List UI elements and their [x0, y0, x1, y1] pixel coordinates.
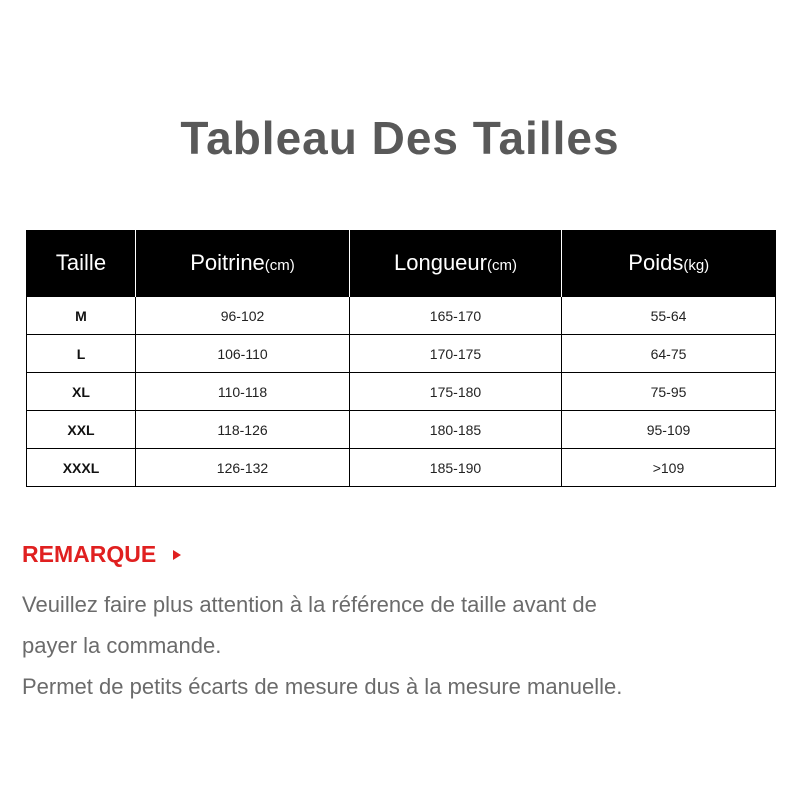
poids-cell: 55-64 [562, 297, 776, 335]
header-label: Longueur [394, 250, 487, 275]
poitrine-cell: 106-110 [136, 335, 350, 373]
remark-text [22, 584, 782, 707]
size-cell: XXXL [27, 449, 136, 487]
table-header-row [27, 230, 776, 297]
remark-line: payer la commande. [22, 633, 222, 658]
poitrine-cell: 118-126 [136, 411, 350, 449]
size-cell: XL [27, 373, 136, 411]
header-unit: (kg) [683, 257, 710, 274]
remark-heading [22, 538, 181, 570]
remark-line: Permet de petits écarts de mesure dus à la mesure manuelle. [22, 674, 623, 699]
longueur-cell: 170-175 [350, 335, 562, 373]
longueur-cell: 185-190 [350, 449, 562, 487]
remark-line: Veuillez faire plus attention à la référence de taille avant de [22, 592, 597, 617]
header-label: Poitrine [190, 250, 265, 275]
header-longueur [350, 230, 562, 297]
header-label: Poids [628, 250, 684, 275]
header-label: Taille [55, 250, 107, 275]
table-row [27, 411, 776, 449]
longueur-cell: 175-180 [350, 373, 562, 411]
poitrine-cell: 96-102 [136, 297, 350, 335]
header-poitrine [136, 230, 350, 297]
poitrine-cell: 110-118 [136, 373, 350, 411]
longueur-cell: 180-185 [350, 411, 562, 449]
header-unit: (cm) [486, 257, 517, 274]
header-taille [27, 230, 136, 297]
header-unit: (cm) [264, 257, 295, 274]
size-chart-table [26, 230, 776, 487]
header-poids [562, 230, 776, 297]
size-cell: L [27, 335, 136, 373]
remark-label: REMARQUE [22, 541, 157, 567]
table-row [27, 449, 776, 487]
table-row [27, 373, 776, 411]
longueur-cell: 165-170 [350, 297, 562, 335]
poitrine-cell: 126-132 [136, 449, 350, 487]
triangle-right-icon [173, 550, 181, 560]
table-row [27, 297, 776, 335]
poids-cell: 75-95 [562, 373, 776, 411]
size-cell: XXL [27, 411, 136, 449]
page-title: Tableau Des Tailles [180, 112, 620, 164]
size-cell: M [27, 297, 136, 335]
poids-cell: >109 [562, 449, 776, 487]
table-row [27, 335, 776, 373]
poids-cell: 64-75 [562, 335, 776, 373]
poids-cell: 95-109 [562, 411, 776, 449]
